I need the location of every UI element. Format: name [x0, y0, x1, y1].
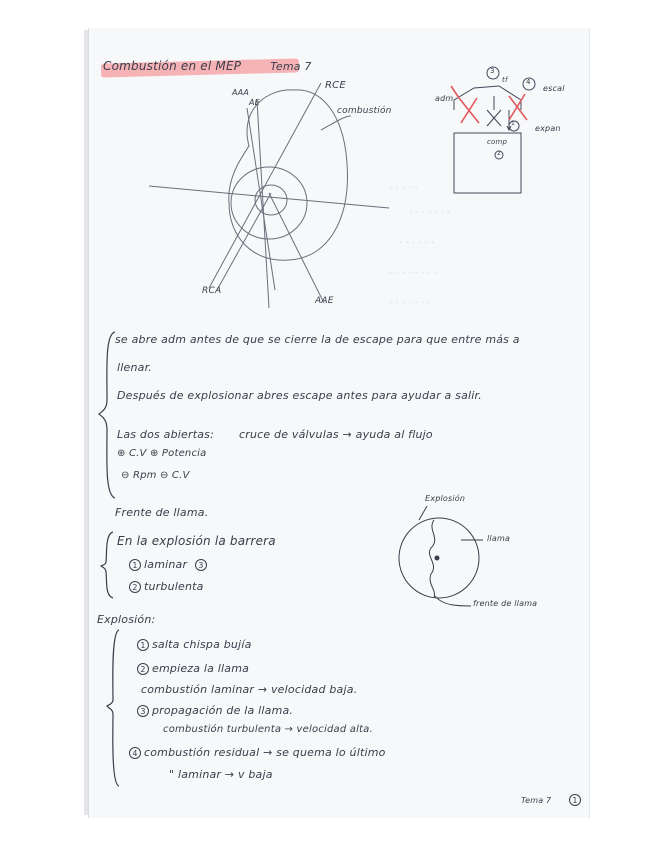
step-number: 3 [137, 705, 149, 717]
flame-item-turbulent [129, 580, 204, 593]
engine-cylinder-sketch [89, 28, 590, 228]
footer-page-number: 1 [569, 794, 581, 806]
note-line-6: ⊖ Rpm ⊖ C.V [121, 470, 190, 481]
notebook-page [88, 28, 590, 818]
label-rce: RCE [325, 80, 346, 91]
explosion-heading: Explosión: [97, 613, 156, 626]
spark-point [435, 556, 439, 560]
step-text: combustión residual → se quema lo último [144, 746, 386, 759]
note-line-2: llenar. [117, 361, 153, 374]
label-explosion: Explosión [425, 494, 466, 503]
bullet-number: 1 [129, 559, 141, 571]
explosion-bracket [105, 628, 125, 788]
flame-bracket [99, 530, 119, 600]
flame-item-turbulent-text: turbulenta [144, 580, 204, 593]
label-num4: 1 [511, 120, 516, 127]
label-tf: tf [502, 76, 508, 84]
footer-tema: Tema 7 [521, 796, 552, 805]
label-combustion: combustión [337, 106, 392, 116]
explosion-step-3 [137, 704, 293, 717]
note-line-4b: cruce de válvulas → ayuda al flujo [239, 428, 433, 441]
flame-line-1: En la explosión la barrera [117, 534, 276, 548]
label-frente-llama: frente de llama [473, 599, 538, 608]
step-number: 2 [137, 663, 149, 675]
label-adm: adm [435, 94, 454, 103]
label-llama: llama [487, 534, 511, 543]
ghost-text: · · · · · · · [409, 208, 451, 219]
flame-front-sketch [379, 498, 559, 608]
step-number: 4 [129, 747, 141, 759]
page-title: Combustión en el MEP [103, 59, 242, 73]
label-num2: 2 [497, 150, 502, 157]
explosion-step-3b: combustión turbulenta → velocidad alta. [163, 724, 373, 735]
ghost-text: · · · · · · [399, 238, 434, 249]
explosion-step-1 [137, 638, 252, 651]
tema-label: Tema 7 [270, 60, 312, 73]
note-line-3: Después de explosionar abres escape antes para ayudar a salir. [117, 389, 482, 402]
flame-front-line [429, 520, 434, 598]
ghost-text: · · · · · · · · [389, 268, 437, 279]
explosion-step-4 [129, 746, 386, 759]
note-line-5: ⊕ C.V ⊕ Potencia [117, 448, 207, 459]
note-line-1: se abre adm antes de que se cierre la de escape para que entre más a [115, 333, 520, 346]
label-aaa: AAA [232, 88, 250, 97]
label-comp: comp [487, 138, 508, 146]
explosion-step-2b: combustión laminar → velocidad baja. [141, 683, 358, 696]
label-num3: 3 [490, 67, 495, 75]
label-escal: escal [543, 84, 565, 93]
flame-heading: Frente de llama. [115, 506, 209, 519]
step-text: salta chispa bujía [152, 638, 252, 651]
ghost-text: · · · · · [389, 183, 418, 194]
step-number: 1 [137, 639, 149, 651]
label-ae: AE [249, 98, 260, 107]
explosion-step-4b: " laminar → v baja [169, 768, 273, 781]
note-line-4a: Las dos abiertas: [117, 428, 214, 441]
ghost-text: · · · · · · · [389, 298, 431, 309]
flame-item-laminar-text: laminar [144, 558, 188, 571]
flame-item-laminar [129, 558, 210, 571]
step-text: propagación de la llama. [152, 704, 294, 717]
bullet-number: 3 [195, 559, 207, 571]
label-num5-marker: 4 [526, 78, 531, 86]
label-expan: expan [535, 124, 561, 133]
explosion-step-2 [137, 662, 249, 675]
label-rca: RCA [202, 286, 222, 296]
step-text: empieza la llama [152, 662, 250, 675]
label-aae: AAE [315, 296, 334, 306]
bullet-number: 2 [129, 581, 141, 593]
